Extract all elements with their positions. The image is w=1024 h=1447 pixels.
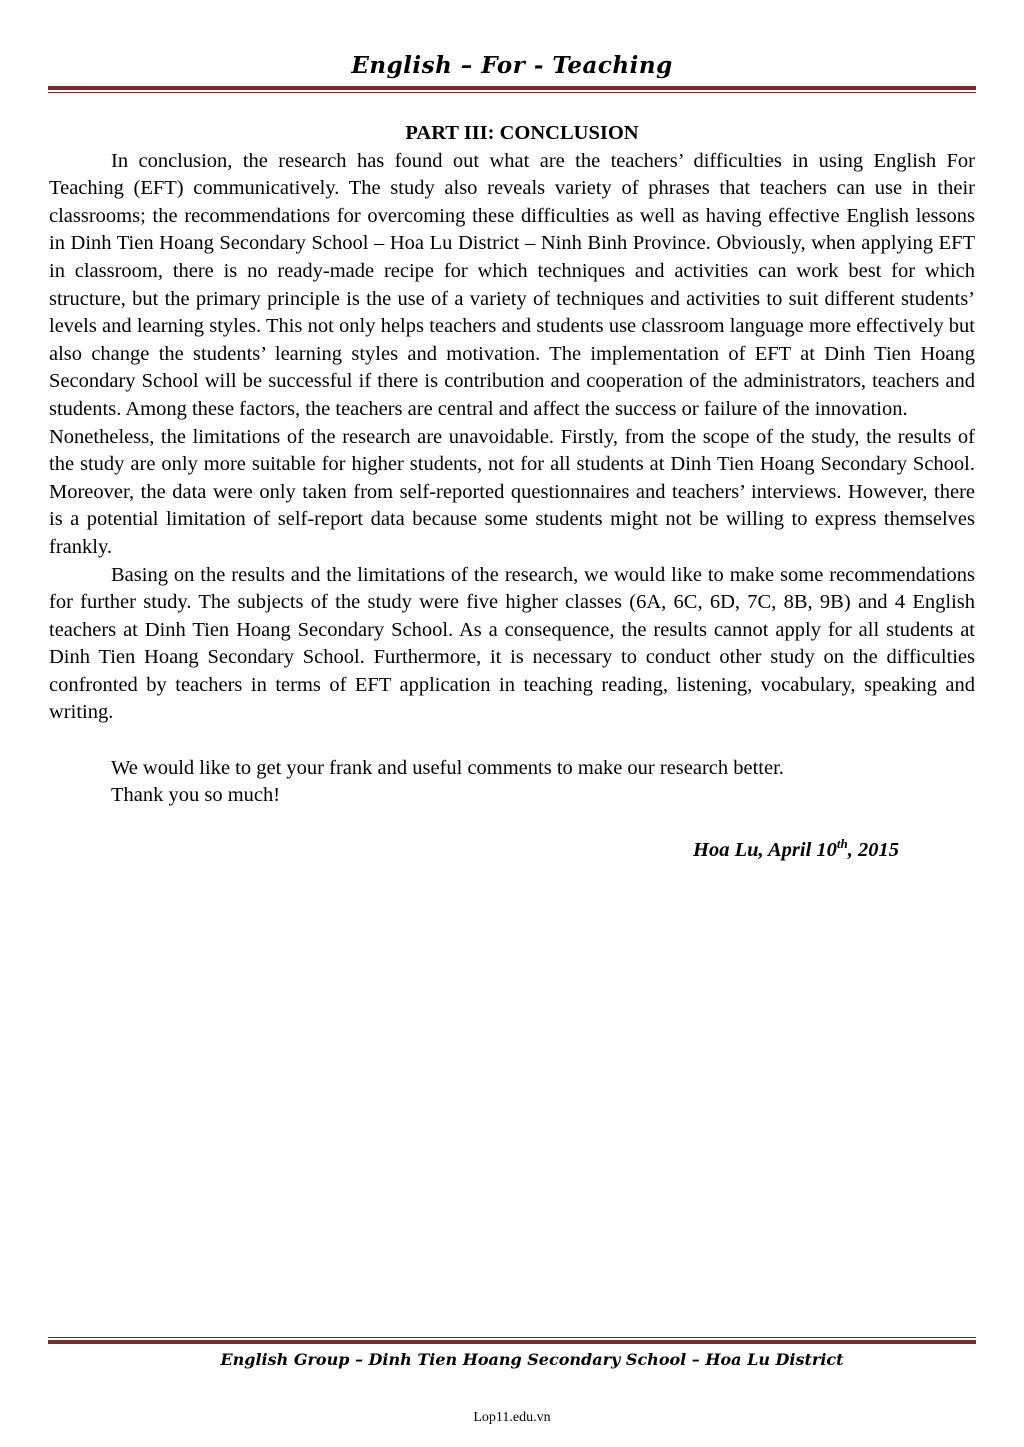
section-heading: PART III: CONCLUSION [405,122,639,144]
page-header-title: English – For - Teaching [351,52,673,79]
spacer [49,810,975,838]
header-divider [48,86,976,93]
signature-ordinal: th [836,836,848,852]
signature-year: , 2015 [847,839,899,862]
paragraph-conclusion: In conclusion, the research has found out what are the teachers’ difficulties in using English For Teaching (EFT) communicatively. The study also reveals variety of phrases that teachers can use in their classrooms; the recommendations for overcoming these difficulties as well as having effective English lessons in Dinh Tien Hoang Secondary School – Hoa Lu District – Ninh Binh Province. Obviously, when applying EFT in classroom, there is no ready-made recipe for which techniques and activities can work best for which structure, but the primary principle is the use of a variety of techniques and activities to suit different students’ levels and learning styles. This not only helps teachers and students use classroom language more effectively but also change the students’ learning styles and motivation. The implementation of EFT at Dinh Tien Hoang Secondary School will be successful if there is contribution and cooperation of the administrators, teachers and students. Among these factors, the teachers are central and affect the success or failure of the innovation. [49,149,975,420]
signature-place-date: Hoa Lu, April 10 [693,839,837,862]
footer-school-line: English Group – Dinh Tien Hoang Secondary School – Hoa Lu District [220,1350,844,1369]
footer-divider [48,1337,976,1344]
paragraph-recommendations: Basing on the results and the limitations of the research, we would like to make some recommendations for further study. The subjects of the study were five higher classes (6A, 6C, 6D, 7C, 8B, 9B) and 4 English teachers at Dinh Tien Hoang Secondary School. As a consequence, the results cannot apply for all students at Dinh Tien Hoang Secondary School. Furthermore, it is necessary to conduct other study on the difficulties confronted by teachers in terms of EFT application in teaching reading, listening, vocabulary, speaking and writing. [49,563,975,724]
site-watermark: Lop11.edu.vn [473,1410,551,1425]
spacer [49,727,975,755]
paragraph-limitations: Nonetheless, the limitations of the research are unavoidable. Firstly, from the scope of the study, the results of the study are only more suitable for higher students, not for all students at Dinh Tien Hoang Secondary School. Moreover, the data were only taken from self-reported questionnaires and teachers’ interviews. However, there is a potential limitation of self-report data because some students might not be willing to express themselves frankly. [49,425,975,558]
closing-request: We would like to get your frank and useful comments to make our research better. [111,756,784,779]
closing-thanks: Thank you so much! [111,784,281,807]
document-body [49,120,975,865]
signature-date [49,837,975,865]
